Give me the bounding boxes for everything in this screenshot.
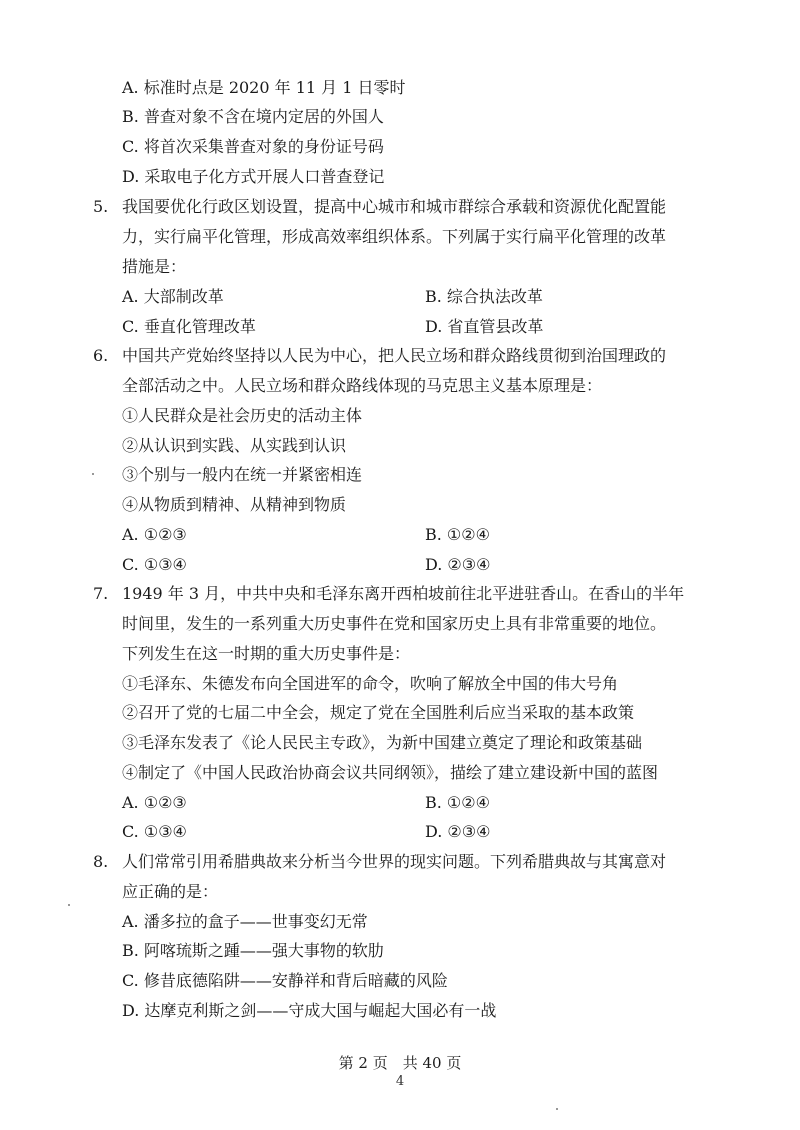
q8-number: 8. bbox=[93, 852, 109, 871]
q7-statement-3: ③毛泽东发表了《论人民民主专政》，为新中国建立奠定了理论和政策基础 bbox=[122, 733, 643, 752]
q7-option-d: D. ②③④ bbox=[425, 822, 491, 841]
page-footer-label: 第 2 页 共 40 页 bbox=[338, 1054, 462, 1072]
scan-speck bbox=[92, 473, 94, 475]
q7-stem-line3: 下列发生在这一时期的重大历史事件是： bbox=[122, 644, 411, 663]
q8-option-d: D. 达摩克利斯之剑——守成大国与崛起大国必有一战 bbox=[122, 1001, 497, 1020]
q4-option-b: B. 普查对象不含在境内定居的外国人 bbox=[122, 107, 384, 126]
q6-stem-line2: 全部活动之中。人民立场和群众路线体现的马克思主义基本原理是： bbox=[122, 376, 603, 395]
q8-option-c: C. 修昔底德陷阱——安静祥和背后暗藏的风险 bbox=[122, 971, 448, 990]
q7-option-b: B. ①②④ bbox=[425, 793, 490, 812]
q5-option-c: C. 垂直化管理改革 bbox=[122, 317, 256, 336]
q7-statement-2: ②召开了党的七届二中全会，规定了党在全国胜利后应当采取的基本政策 bbox=[122, 703, 635, 722]
q6-statement-2: ②从认识到实践、从实践到认识 bbox=[122, 436, 347, 455]
q7-number: 7. bbox=[93, 584, 109, 603]
q6-statement-1: ①人民群众是社会历史的活动主体 bbox=[122, 406, 363, 425]
q7-option-a: A. ①②③ bbox=[122, 793, 187, 812]
q5-stem-line1: 我国要优化行政区划设置，提高中心城市和城市群综合承载和资源优化配置能 bbox=[122, 197, 667, 216]
q5-number: 5. bbox=[93, 197, 109, 216]
q7-stem-line1: 1949 年 3 月，中共中央和毛泽东离开西柏坡前往北平进驻香山。在香山的半年 bbox=[122, 584, 685, 603]
q7-option-c: C. ①③④ bbox=[122, 822, 187, 841]
q4-option-d: D. 采取电子化方式开展人口普查登记 bbox=[122, 167, 385, 186]
q5-stem-line2: 力，实行扁平化管理，形成高效率组织体系。下列属于实行扁平化管理的改革 bbox=[122, 227, 667, 246]
q5-stem-line3: 措施是： bbox=[122, 257, 187, 276]
q6-statement-3: ③个别与一般内在统一并紧密相连 bbox=[122, 465, 363, 484]
q4-option-a: A. 标准时点是 2020 年 11 月 1 日零时 bbox=[122, 78, 406, 97]
q8-option-b: B. 阿喀琉斯之踵——强大事物的软肋 bbox=[122, 941, 384, 960]
q4-option-c: C. 将首次采集普查对象的身份证号码 bbox=[122, 137, 384, 156]
q6-option-b: B. ①②④ bbox=[425, 525, 490, 544]
q8-stem-line1: 人们常常引用希腊典故来分析当今世界的现实问题。下列希腊典故与其寓意对 bbox=[122, 852, 667, 871]
q5-option-d: D. 省直管县改革 bbox=[425, 317, 544, 336]
page-index: 4 bbox=[395, 1074, 405, 1089]
q6-stem-line1: 中国共产党始终坚持以人民为中心，把人民立场和群众路线贯彻到治国理政的 bbox=[122, 346, 667, 365]
q5-option-b: B. 综合执法改革 bbox=[425, 287, 543, 306]
q6-option-d: D. ②③④ bbox=[425, 555, 491, 574]
q6-option-a: A. ①②③ bbox=[122, 525, 187, 544]
scan-speck bbox=[556, 1108, 558, 1110]
q7-statement-4: ④制定了《中国人民政治协商会议共同纲领》，描绘了建立建设新中国的蓝图 bbox=[122, 763, 659, 782]
q5-option-a: A. 大部制改革 bbox=[122, 287, 224, 306]
q6-statement-4: ④从物质到精神、从精神到物质 bbox=[122, 495, 347, 514]
q6-number: 6. bbox=[93, 346, 109, 365]
q7-statement-1: ①毛泽东、朱德发布向全国进军的命令，吹响了解放全中国的伟大号角 bbox=[122, 674, 619, 693]
q8-option-a: A. 潘多拉的盒子——世事变幻无常 bbox=[122, 912, 368, 931]
scan-speck bbox=[68, 904, 70, 906]
q7-stem-line2: 时间里，发生的一系列重大历史事件在党和国家历史上具有非常重要的地位。 bbox=[122, 614, 667, 633]
q8-stem-line2: 应正确的是： bbox=[122, 882, 219, 901]
q6-option-c: C. ①③④ bbox=[122, 555, 187, 574]
